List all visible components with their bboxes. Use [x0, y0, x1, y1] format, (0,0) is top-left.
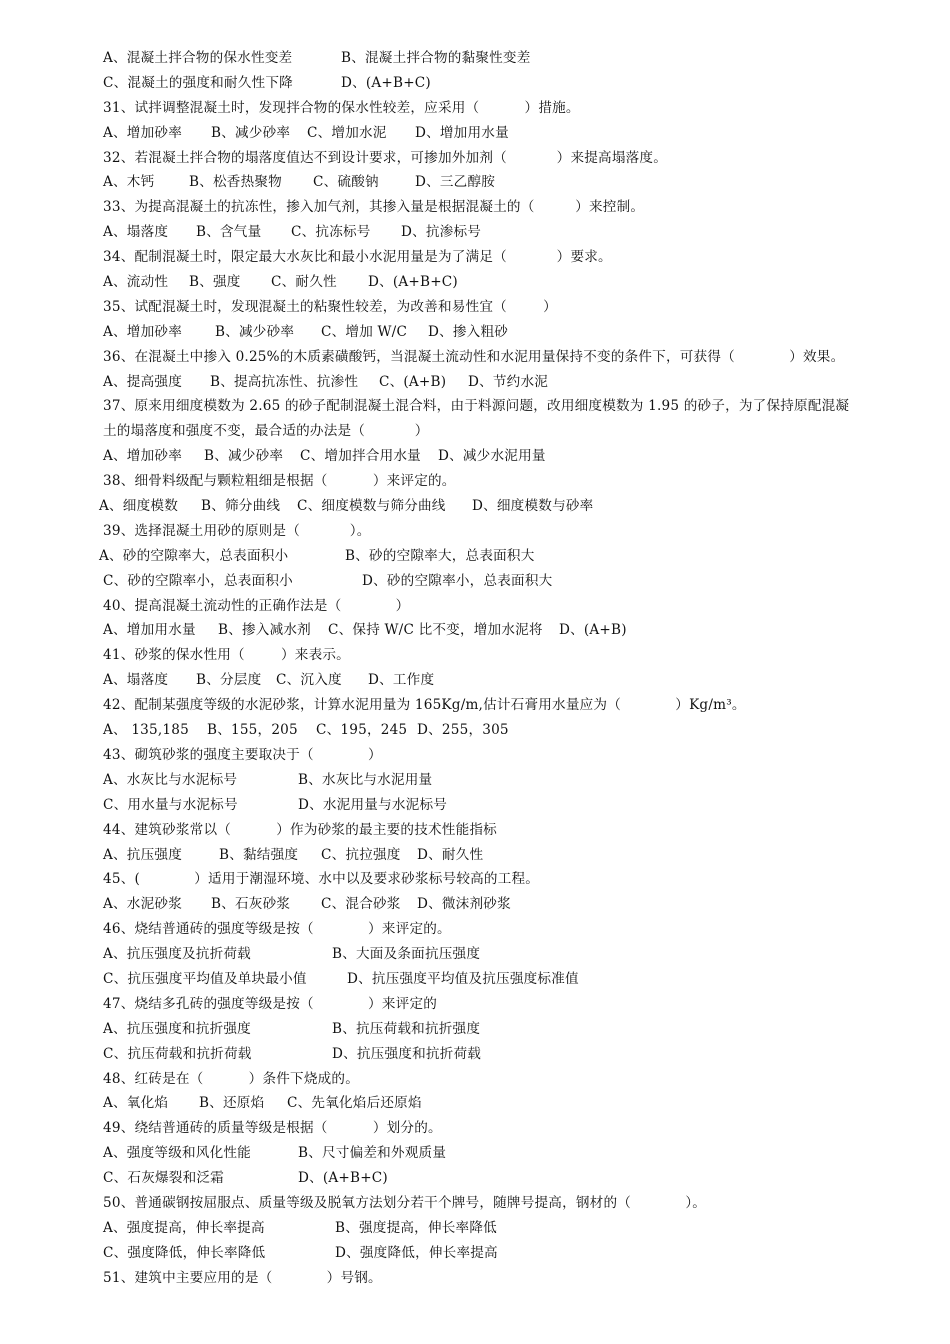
option-line: [0, 942, 950, 967]
question-line: [0, 643, 950, 668]
option-line: [0, 370, 950, 395]
option-text: B、提高抗冻性、抗渗性: [210, 373, 359, 390]
option-text: C、先氧化焰后还原焰: [287, 1095, 422, 1112]
option-text: B、砂的空隙率大，总表面积大: [345, 547, 535, 564]
option-text: B、155，205: [207, 722, 298, 739]
question-text: 37、原来用细度模数为 2.65 的砂子配制混凝土混合料，由于料源问题，改用细度模数为 1.95 的砂子，为了保持原配混凝: [103, 398, 850, 415]
option-text: D、(A+B+C): [298, 1170, 388, 1187]
option-line: [0, 170, 950, 195]
question-text: 45、( ）适用于潮湿环境、水中以及要求砂浆标号较高的工程。: [103, 871, 540, 888]
option-text: B、大面及条面抗压强度: [332, 946, 481, 963]
option-line: [0, 718, 950, 743]
question-text: 32、若混凝土拌合物的塌落度值达不到设计要求，可掺加外加剂（ ）来提高塌落度。: [103, 149, 668, 166]
option-text: A、水泥砂浆: [103, 896, 182, 913]
option-line: [0, 544, 950, 569]
option-text: C、(A+B): [379, 373, 447, 390]
option-text: A、增加砂率: [103, 323, 182, 340]
question-line: [0, 295, 950, 320]
option-text: A、提高强度: [103, 373, 182, 390]
option-line: [0, 618, 950, 643]
document-page: [0, 46, 950, 1291]
option-text: A、塌落度: [103, 224, 169, 241]
option-text: B、筛分曲线: [201, 498, 281, 515]
option-line: [0, 1166, 950, 1191]
option-text: C、抗冻标号: [291, 224, 371, 241]
option-text: C、抗压荷载和抗折荷载: [103, 1045, 252, 1062]
option-line: [0, 1216, 950, 1241]
option-text: D、抗压强度平均值及抗压强度标准值: [347, 970, 579, 987]
option-text: D、(A+B+C): [368, 274, 458, 291]
question-text: 39、选择混凝土用砂的原则是（ ）。: [103, 522, 371, 539]
option-text: A、氧化焰: [103, 1095, 169, 1112]
option-text: C、增加拌合用水量: [300, 448, 421, 465]
question-text: 47、烧结多孔砖的强度等级是按（ ）来评定的: [103, 995, 438, 1012]
question-line: [0, 818, 950, 843]
option-text: B、含气量: [196, 224, 262, 241]
option-text: B、强度: [189, 274, 241, 291]
option-line: [0, 220, 950, 245]
option-text: D、掺入粗砂: [428, 323, 509, 340]
option-line: [0, 1091, 950, 1116]
question-line: [0, 1191, 950, 1216]
option-text: A、水灰比与水泥标号: [103, 771, 238, 788]
question-line: [0, 195, 950, 220]
question-line: [0, 245, 950, 270]
option-text: C、195，245: [316, 722, 408, 739]
option-line: [0, 71, 950, 96]
option-text: D、三乙醇胺: [415, 174, 496, 191]
question-text: 48、红砖是在（ ）条件下烧成的。: [103, 1070, 360, 1087]
option-line: [0, 1042, 950, 1067]
option-text: A、流动性: [103, 274, 169, 291]
option-text: A、强度等级和风化性能: [103, 1145, 251, 1162]
option-text: C、增加水泥: [307, 124, 387, 141]
option-text: C、耐久性: [271, 274, 337, 291]
option-text: A、木钙: [103, 174, 155, 191]
option-line: [0, 793, 950, 818]
option-text: B、松香热聚物: [189, 174, 282, 191]
option-text: D、节约水泥: [468, 373, 549, 390]
option-text: D、抗渗标号: [401, 224, 482, 241]
option-text: B、强度提高，伸长率降低: [335, 1219, 497, 1236]
question-text: 51、建筑中主要应用的是（ ）号钢。: [103, 1269, 382, 1286]
option-line: [0, 1241, 950, 1266]
option-line: [0, 668, 950, 693]
question-line: [0, 469, 950, 494]
option-text: B、混凝土拌合物的黏聚性变差: [341, 50, 531, 66]
option-line: [0, 444, 950, 469]
option-text: C、混合砂浆: [321, 896, 401, 913]
question-line: [0, 594, 950, 619]
question-line: [0, 394, 950, 419]
option-line: [0, 1141, 950, 1166]
option-text: D、细度模数与砂率: [472, 498, 594, 515]
option-text: C、增加 W/C: [321, 323, 408, 340]
option-line: [0, 892, 950, 917]
option-text: D、砂的空隙率小，总表面积大: [362, 572, 553, 589]
option-text: A、强度提高，伸长率提高: [103, 1219, 265, 1236]
option-text: B、减少砂率: [215, 323, 295, 340]
option-text: D、抗压强度和抗折荷载: [332, 1045, 482, 1062]
option-text: C、石灰爆裂和泛霜: [103, 1170, 224, 1187]
option-text: B、掺入减水剂: [218, 622, 311, 639]
question-line: [0, 1266, 950, 1291]
question-text: 50、普通碳钢按屈服点、质量等级及脱氧方法划分若干个牌号，随牌号提高，钢材的（ ）。: [103, 1194, 707, 1211]
option-text: D、水泥用量与水泥标号: [298, 796, 448, 813]
option-text: C、混凝土的强度和耐久性下降: [103, 74, 293, 91]
option-line: [0, 121, 950, 146]
option-line: [0, 768, 950, 793]
option-line: [0, 967, 950, 992]
option-text: C、砂的空隙率小，总表面积小: [103, 572, 293, 589]
option-text: C、抗拉强度: [321, 846, 401, 863]
question-text: 38、细骨料级配与颗粒粗细是根据（ ）来评定的。: [103, 473, 456, 490]
option-text: A、塌落度: [103, 672, 169, 689]
option-text: B、减少砂率: [204, 448, 284, 465]
option-text: C、强度降低，伸长率降低: [103, 1244, 266, 1261]
option-text: D、微沫剂砂浆: [417, 896, 511, 913]
option-text: C、细度模数与筛分曲线: [297, 498, 446, 515]
question-text: 42、配制某强度等级的水泥砂浆，计算水泥用量为 165Kg/m,估计石膏用水量应为（ ）Kg/m³。: [103, 697, 746, 714]
option-text: A、抗压强度和抗折强度: [103, 1020, 251, 1037]
option-text: B、减少砂率: [211, 124, 291, 141]
question-text: 36、在混凝土中掺入 0.25%的木质素磺酸钙，当混凝土流动性和水泥用量保持不变的条件下，可获得（ ）效果。: [103, 348, 845, 365]
option-text: B、黏结强度: [219, 846, 299, 863]
question-line: [0, 146, 950, 171]
question-text: 33、为提高混凝土的抗冻性，掺入加气剂，其掺入量是根据混凝土的（ ）来控制。: [103, 199, 645, 216]
question-text: 35、试配混凝土时，发现混凝土的粘聚性较差，为改善和易性宜（ ）: [103, 298, 557, 315]
option-line: [0, 843, 950, 868]
option-text: B、还原焰: [199, 1095, 265, 1112]
option-text: A、细度模数: [99, 498, 178, 515]
option-text: A、增加用水量: [103, 622, 196, 639]
option-line: [0, 46, 950, 71]
question-text: 34、配制混凝土时，限定最大水灰比和最小水泥用量是为了满足（ ）要求。: [103, 249, 612, 266]
option-text: D、(A+B+C): [341, 74, 431, 91]
option-line: [0, 270, 950, 295]
option-text: A、增加砂率: [103, 124, 182, 141]
option-text: D、增加用水量: [415, 124, 509, 141]
option-text: A、抗压强度及抗折荷载: [103, 946, 251, 963]
option-text: D、255，305: [417, 722, 509, 739]
option-text: D、(A+B): [559, 622, 627, 639]
question-text: 44、建筑砂浆常以（ ）作为砂浆的最主要的技术性能指标: [103, 821, 497, 838]
option-text: B、尺寸偏差和外观质量: [298, 1145, 447, 1162]
question-line: [0, 1116, 950, 1141]
option-text: A、增加砂率: [103, 448, 182, 465]
question-text: 43、砌筑砂浆的强度主要取决于（ ）: [103, 746, 382, 763]
question-line: [0, 1067, 950, 1092]
question-line: [0, 867, 950, 892]
option-text: A、抗压强度: [103, 846, 182, 863]
option-text: C、硫酸钠: [313, 174, 379, 191]
question-line: [0, 992, 950, 1017]
option-text: A、砂的空隙率大，总表面积小: [99, 547, 289, 564]
option-text: C、沉入度: [276, 672, 342, 689]
option-text: A、 135,185: [103, 722, 189, 739]
option-text: C、用水量与水泥标号: [103, 796, 238, 813]
option-line: [0, 569, 950, 594]
option-text: B、水灰比与水泥用量: [298, 771, 433, 788]
question-text: 49、绕结普通砖的质量等级是根据（ ）划分的。: [103, 1120, 442, 1137]
option-text: C、抗压强度平均值及单块最小值: [103, 970, 307, 987]
option-text: A、混凝土拌合物的保水性变差: [103, 50, 293, 66]
question-line: [0, 96, 950, 121]
option-text: C、保持 W/C 比不变，增加水泥将: [328, 622, 543, 639]
option-line: [0, 1017, 950, 1042]
question-text: 46、烧结普通砖的强度等级是按（ ）来评定的。: [103, 921, 451, 938]
question-line: [0, 519, 950, 544]
option-line: [0, 494, 950, 519]
option-text: B、石灰砂浆: [211, 896, 291, 913]
question-line: [0, 917, 950, 942]
question-text: 41、砂浆的保水性用（ ）来表示。: [103, 647, 350, 664]
option-text: B、抗压荷载和抗折强度: [332, 1020, 481, 1037]
option-line: [0, 320, 950, 345]
option-text: D、耐久性: [417, 846, 484, 863]
question-text: 31、试拌调整混凝土时，发现拌合物的保水性较差，应采用（ ）措施。: [103, 99, 580, 116]
question-line: [0, 419, 950, 444]
option-text: D、减少水泥用量: [438, 448, 546, 465]
question-line: [0, 345, 950, 370]
option-text: D、强度降低，伸长率提高: [335, 1244, 498, 1261]
question-text: 40、提高混凝土流动性的正确作法是（ ）: [103, 597, 410, 614]
question-line: [0, 693, 950, 718]
question-line: [0, 743, 950, 768]
question-text: 土的塌落度和强度不变，最合适的办法是（ ）: [103, 423, 429, 440]
option-text: B、分层度: [196, 672, 262, 689]
option-text: D、工作度: [368, 672, 435, 689]
